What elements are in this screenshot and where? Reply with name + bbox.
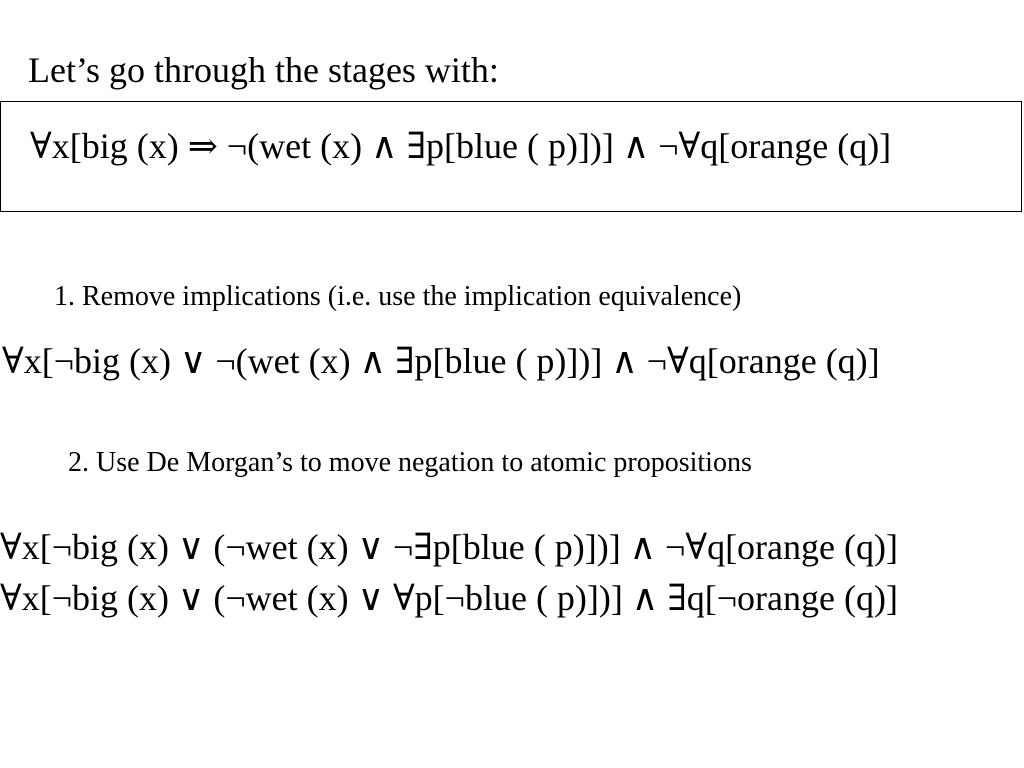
step-2-formula-a: ∀x[¬big (x) ∨ (¬wet (x) ∨ ¬∃p[blue ( p)])] ∧ ¬∀q[orange (q)] xyxy=(0,527,898,567)
step-1-formula: ∀x[¬big (x) ∨ ¬(wet (x) ∧ ∃p[blue ( p)])] ∧ ¬∀q[orange (q)] xyxy=(2,341,880,381)
slide-heading: Let’s go through the stages with: xyxy=(28,50,499,90)
step-1-label: 1. Remove implications (i.e. use the implication equivalence) xyxy=(54,281,742,312)
step-2-label: 2. Use De Morgan’s to move negation to atomic propositions xyxy=(68,447,752,478)
step-2-formula-b: ∀x[¬big (x) ∨ (¬wet (x) ∨ ∀p[¬blue ( p)])] ∧ ∃q[¬orange (q)] xyxy=(0,578,898,618)
original-formula: ∀x[big (x) ⇒ ¬(wet (x) ∧ ∃p[blue ( p)])] ∧ ¬∀q[orange (q)] xyxy=(30,126,892,166)
